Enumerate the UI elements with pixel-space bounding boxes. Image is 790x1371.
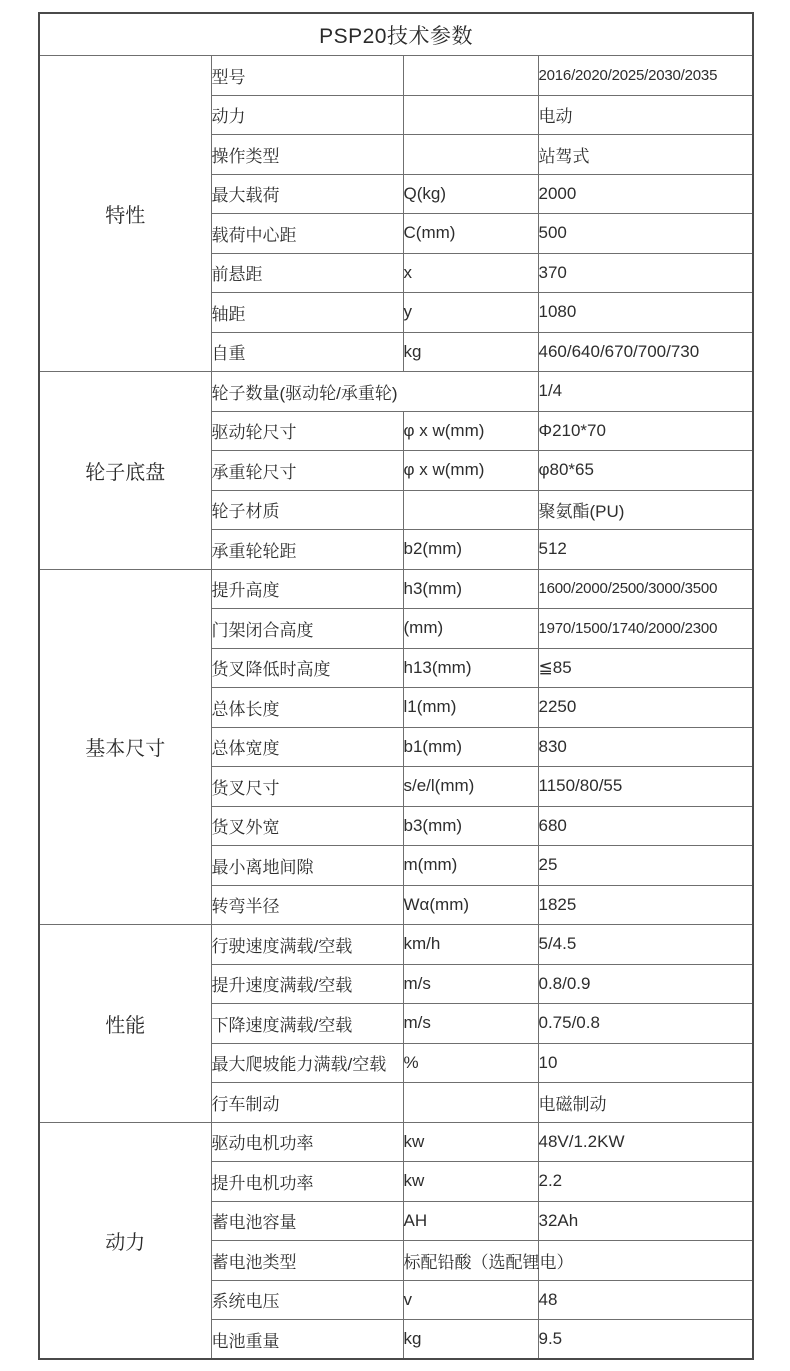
symbol-cell: φ x w(mm): [403, 411, 538, 451]
symbol-cell: m/s: [403, 964, 538, 1004]
symbol-cell: %: [403, 1043, 538, 1083]
symbol-cell: b2(mm): [403, 530, 538, 570]
table-row: [39, 925, 753, 965]
value-cell: 32Ah: [538, 1201, 753, 1241]
table-row: [39, 1122, 753, 1162]
value-cell: 0.75/0.8: [538, 1004, 753, 1044]
param-cell: 提升速度满载/空载: [211, 964, 403, 1004]
section-cell-1: 轮子底盘: [39, 372, 211, 570]
param-cell: 货叉降低时高度: [211, 648, 403, 688]
value-cell: 1080: [538, 293, 753, 333]
symbol-cell: h13(mm): [403, 648, 538, 688]
value-cell: 2000: [538, 174, 753, 214]
param-cell: 系统电压: [211, 1280, 403, 1320]
value-cell: 370: [538, 253, 753, 293]
value-cell: 电动: [538, 95, 753, 135]
table-row: [39, 56, 753, 96]
param-cell: 驱动电机功率: [211, 1122, 403, 1162]
value-cell: Φ210*70: [538, 411, 753, 451]
param-cell: 货叉外宽: [211, 806, 403, 846]
param-cell: 电池重量: [211, 1320, 403, 1360]
param-cell: 型号: [211, 56, 403, 96]
value-cell: 48: [538, 1280, 753, 1320]
value-cell: 1970/1500/1740/2000/2300: [538, 609, 753, 649]
symbol-cell: x: [403, 253, 538, 293]
param-cell: 提升高度: [211, 569, 403, 609]
symbol-cell: C(mm): [403, 214, 538, 254]
section-cell-2: 基本尺寸: [39, 569, 211, 925]
value-cell: 1150/80/55: [538, 767, 753, 807]
symbol-overflow-text: 标配铅酸（选配锂电）: [403, 1252, 574, 1272]
value-cell: 830: [538, 727, 753, 767]
section-cell-4: 动力: [39, 1122, 211, 1359]
value-cell: 5/4.5: [538, 925, 753, 965]
symbol-cell: m/s: [403, 1004, 538, 1044]
param-cell: 转弯半径: [211, 885, 403, 925]
value-cell: 48V/1.2KW: [538, 1122, 753, 1162]
symbol-cell: AH: [403, 1201, 538, 1241]
param-cell: 下降速度满载/空载: [211, 1004, 403, 1044]
param-cell: 行驶速度满载/空载: [211, 925, 403, 965]
param-cell: 轮子数量(驱动轮/承重轮): [211, 372, 538, 412]
value-cell: 站驾式: [538, 135, 753, 175]
value-cell: 500: [538, 214, 753, 254]
symbol-cell: kg: [403, 332, 538, 372]
value-cell: 2250: [538, 688, 753, 728]
table-body: [39, 56, 753, 1360]
param-cell: 前悬距: [211, 253, 403, 293]
value-cell: 512: [538, 530, 753, 570]
param-cell: 载荷中心距: [211, 214, 403, 254]
symbol-cell: m(mm): [403, 846, 538, 886]
symbol-cell: kw: [403, 1162, 538, 1202]
value-cell: 1825: [538, 885, 753, 925]
value-cell: 电磁制动: [538, 1083, 753, 1123]
value-cell: φ80*65: [538, 451, 753, 491]
value-cell: 1/4: [538, 372, 753, 412]
value-cell: 10: [538, 1043, 753, 1083]
title-row: [39, 13, 753, 56]
param-cell: 驱动轮尺寸: [211, 411, 403, 451]
value-cell: 680: [538, 806, 753, 846]
param-cell: 自重: [211, 332, 403, 372]
symbol-cell: v: [403, 1280, 538, 1320]
value-cell: 2016/2020/2025/2030/2035: [538, 56, 753, 96]
param-cell: 最大载荷: [211, 174, 403, 214]
param-cell: 承重轮尺寸: [211, 451, 403, 491]
table-title: PSP20技术参数: [39, 13, 753, 56]
value-cell: 2.2: [538, 1162, 753, 1202]
value-cell: 25: [538, 846, 753, 886]
symbol-cell: Wα(mm): [403, 885, 538, 925]
symbol-cell: l1(mm): [403, 688, 538, 728]
symbol-cell: [403, 135, 538, 175]
value-cell: 0.8/0.9: [538, 964, 753, 1004]
value-cell: 460/640/670/700/730: [538, 332, 753, 372]
symbol-cell: kg: [403, 1320, 538, 1360]
symbol-cell: [403, 1241, 574, 1281]
param-cell: 总体长度: [211, 688, 403, 728]
symbol-cell: Q(kg): [403, 174, 538, 214]
symbol-cell: b3(mm): [403, 806, 538, 846]
section-cell-3: 性能: [39, 925, 211, 1123]
param-cell: 最大爬坡能力满载/空载: [211, 1043, 403, 1083]
symbol-cell: [403, 490, 538, 530]
param-cell: 总体宽度: [211, 727, 403, 767]
symbol-cell: s/e/l(mm): [403, 767, 538, 807]
symbol-cell: y: [403, 293, 538, 333]
table-row: [39, 372, 753, 412]
section-cell-0: 特性: [39, 56, 211, 372]
param-cell: 动力: [211, 95, 403, 135]
symbol-cell: [403, 56, 538, 96]
symbol-cell: [403, 1083, 538, 1123]
param-cell: 行车制动: [211, 1083, 403, 1123]
symbol-cell: (mm): [403, 609, 538, 649]
symbol-cell: h3(mm): [403, 569, 538, 609]
value-cell: 聚氨酯(PU): [538, 490, 753, 530]
spec-table: [38, 12, 754, 1360]
value-cell: ≦85: [538, 648, 753, 688]
param-cell: 蓄电池容量: [211, 1201, 403, 1241]
param-cell: 货叉尺寸: [211, 767, 403, 807]
param-cell: 操作类型: [211, 135, 403, 175]
param-cell: 蓄电池类型: [211, 1241, 403, 1281]
table-row: [39, 569, 753, 609]
param-cell: 最小离地间隙: [211, 846, 403, 886]
value-cell: 9.5: [538, 1320, 753, 1360]
param-cell: 门架闭合高度: [211, 609, 403, 649]
symbol-cell: φ x w(mm): [403, 451, 538, 491]
symbol-cell: kw: [403, 1122, 538, 1162]
symbol-cell: [403, 95, 538, 135]
param-cell: 轴距: [211, 293, 403, 333]
param-cell: 提升电机功率: [211, 1162, 403, 1202]
symbol-cell: km/h: [403, 925, 538, 965]
param-cell: 轮子材质: [211, 490, 403, 530]
value-cell: 1600/2000/2500/3000/3500: [538, 569, 753, 609]
symbol-cell: b1(mm): [403, 727, 538, 767]
param-cell: 承重轮轮距: [211, 530, 403, 570]
